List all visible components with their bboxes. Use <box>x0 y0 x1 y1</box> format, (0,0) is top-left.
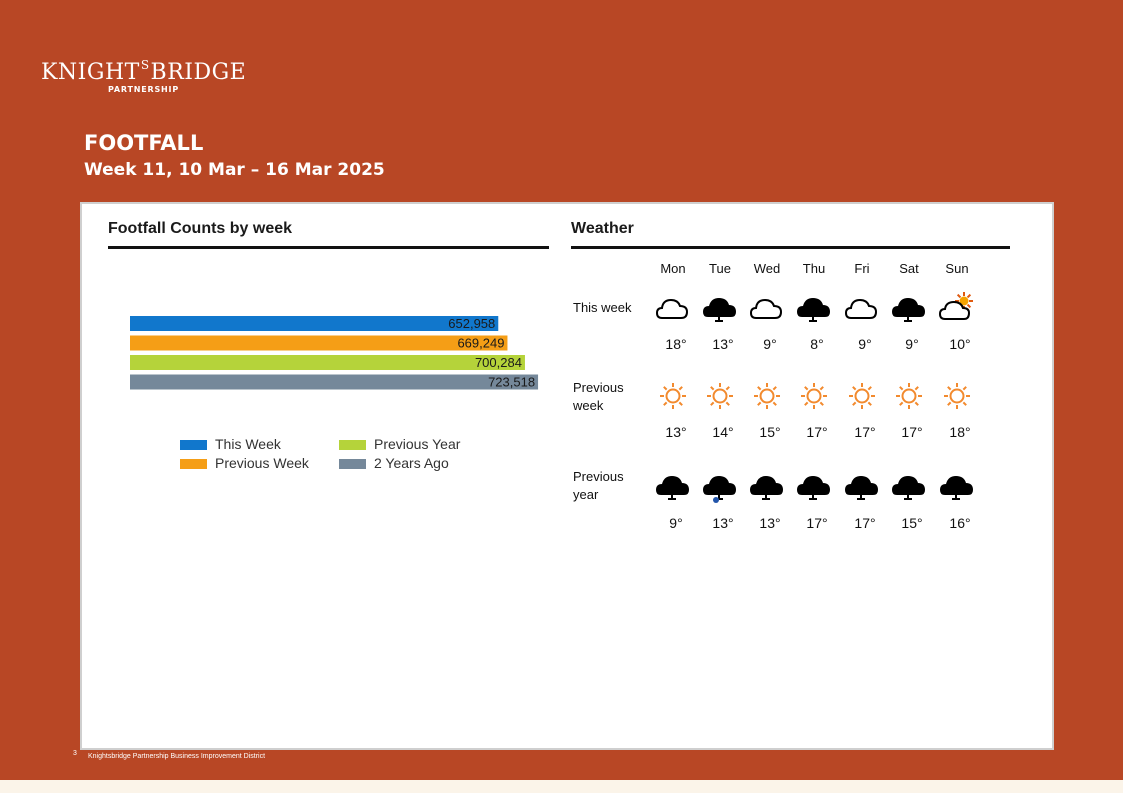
sun-icon <box>653 379 693 413</box>
weather-day-wed: Wed <box>753 261 781 276</box>
weather-day-thu: Thu <box>802 261 826 276</box>
cloud-filled-icon <box>889 291 929 325</box>
footfall-section-title: Footfall Counts by week <box>108 220 293 237</box>
brand-logo-wordmark: $KNIGHT^SBRIDGE$ <box>41 58 247 85</box>
weather-temperature: 16° <box>949 515 971 531</box>
weather-temperature: 18° <box>949 424 971 440</box>
weather-row-label: Previous week <box>573 380 624 413</box>
weather-section-divider <box>571 246 1010 249</box>
weather-row-label: Previous year <box>573 469 624 502</box>
weather-temperature: 9° <box>669 515 683 531</box>
rain-cloud-icon <box>700 469 740 503</box>
legend-label: Previous Week <box>215 455 309 471</box>
cloud-filled-icon <box>937 469 977 503</box>
sun-icon <box>842 379 882 413</box>
bar-previous-year <box>130 355 525 370</box>
cloud-filled-icon <box>794 291 834 325</box>
cloud-filled-icon <box>889 469 929 503</box>
weather-temperature: 13° <box>712 336 734 352</box>
weather-temperature: 9° <box>763 336 777 352</box>
weather-temperature: 10° <box>949 336 971 352</box>
bar-previous-week <box>130 336 507 351</box>
weather-section-title: Weather <box>571 220 634 237</box>
brand-logo-subtitle: PARTNERSHIP <box>108 85 179 94</box>
weather-temperature: 17° <box>854 424 876 440</box>
page-title: FOOTFALL <box>84 131 204 155</box>
weather-day-mon: Mon <box>660 261 686 276</box>
bar-value-label: 723,518 <box>488 374 536 390</box>
legend-swatch <box>180 440 207 450</box>
cloud-outline-icon <box>842 291 882 325</box>
bar-value-label: 669,249 <box>457 335 505 351</box>
legend-label: This Week <box>215 436 281 452</box>
page-subtitle: Week 11, 10 Mar – 16 Mar 2025 <box>84 160 385 180</box>
cloud-filled-icon <box>842 469 882 503</box>
legend-label: 2 Years Ago <box>374 455 449 471</box>
sun-icon <box>889 379 929 413</box>
weather-temperature: 9° <box>905 336 919 352</box>
cloud-filled-icon <box>653 469 693 503</box>
bar-2-years-ago <box>130 375 538 390</box>
weather-temperature: 17° <box>806 515 828 531</box>
footfall-bar-chart <box>82 204 562 504</box>
sun-icon <box>747 379 787 413</box>
legend-label: Previous Year <box>374 436 461 452</box>
bar-value-label: 652,958 <box>448 316 496 331</box>
page-footer <box>0 748 400 762</box>
cloud-filled-icon <box>794 469 834 503</box>
page-number: 3 <box>73 750 77 757</box>
weather-temperature: 17° <box>854 515 876 531</box>
weather-temperature: 13° <box>665 424 687 440</box>
weather-day-tue: Tue <box>709 261 731 276</box>
sun-icon <box>794 379 834 413</box>
weather-temperature: 18° <box>665 336 687 352</box>
legend-swatch <box>339 440 366 450</box>
weather-temperature: 8° <box>810 336 824 352</box>
weather-row-label: This week <box>573 300 632 315</box>
legend-swatch <box>180 459 207 469</box>
weather-day-fri: Fri <box>854 261 870 276</box>
sun-icon <box>937 379 977 413</box>
weather-day-sat: Sat <box>899 261 919 276</box>
brand-logo <box>41 58 251 98</box>
weather-temperature: 9° <box>858 336 872 352</box>
bar-value-label: 700,284 <box>474 355 522 370</box>
bar-this-week <box>130 316 498 331</box>
weather-temperature: 13° <box>712 515 734 531</box>
sun-icon <box>700 379 740 413</box>
cloud-filled-icon <box>747 469 787 503</box>
weather-day-sun: Sun <box>945 261 969 276</box>
cloud-outline-icon <box>653 291 693 325</box>
weather-temperature: 15° <box>901 515 923 531</box>
cloud-outline-icon <box>747 291 787 325</box>
weather-temperature: 14° <box>712 424 734 440</box>
cloud-filled-icon <box>700 291 740 325</box>
weather-temperature: 13° <box>759 515 781 531</box>
weather-temperature: 17° <box>806 424 828 440</box>
weather-temperature: 15° <box>759 424 781 440</box>
sun-behind-cloud-icon <box>937 291 977 325</box>
weather-temperature: 17° <box>901 424 923 440</box>
footer-text: Knightsbridge Partnership Business Improvement District <box>88 753 266 760</box>
legend-swatch <box>339 459 366 469</box>
report-panel <box>80 202 1054 750</box>
